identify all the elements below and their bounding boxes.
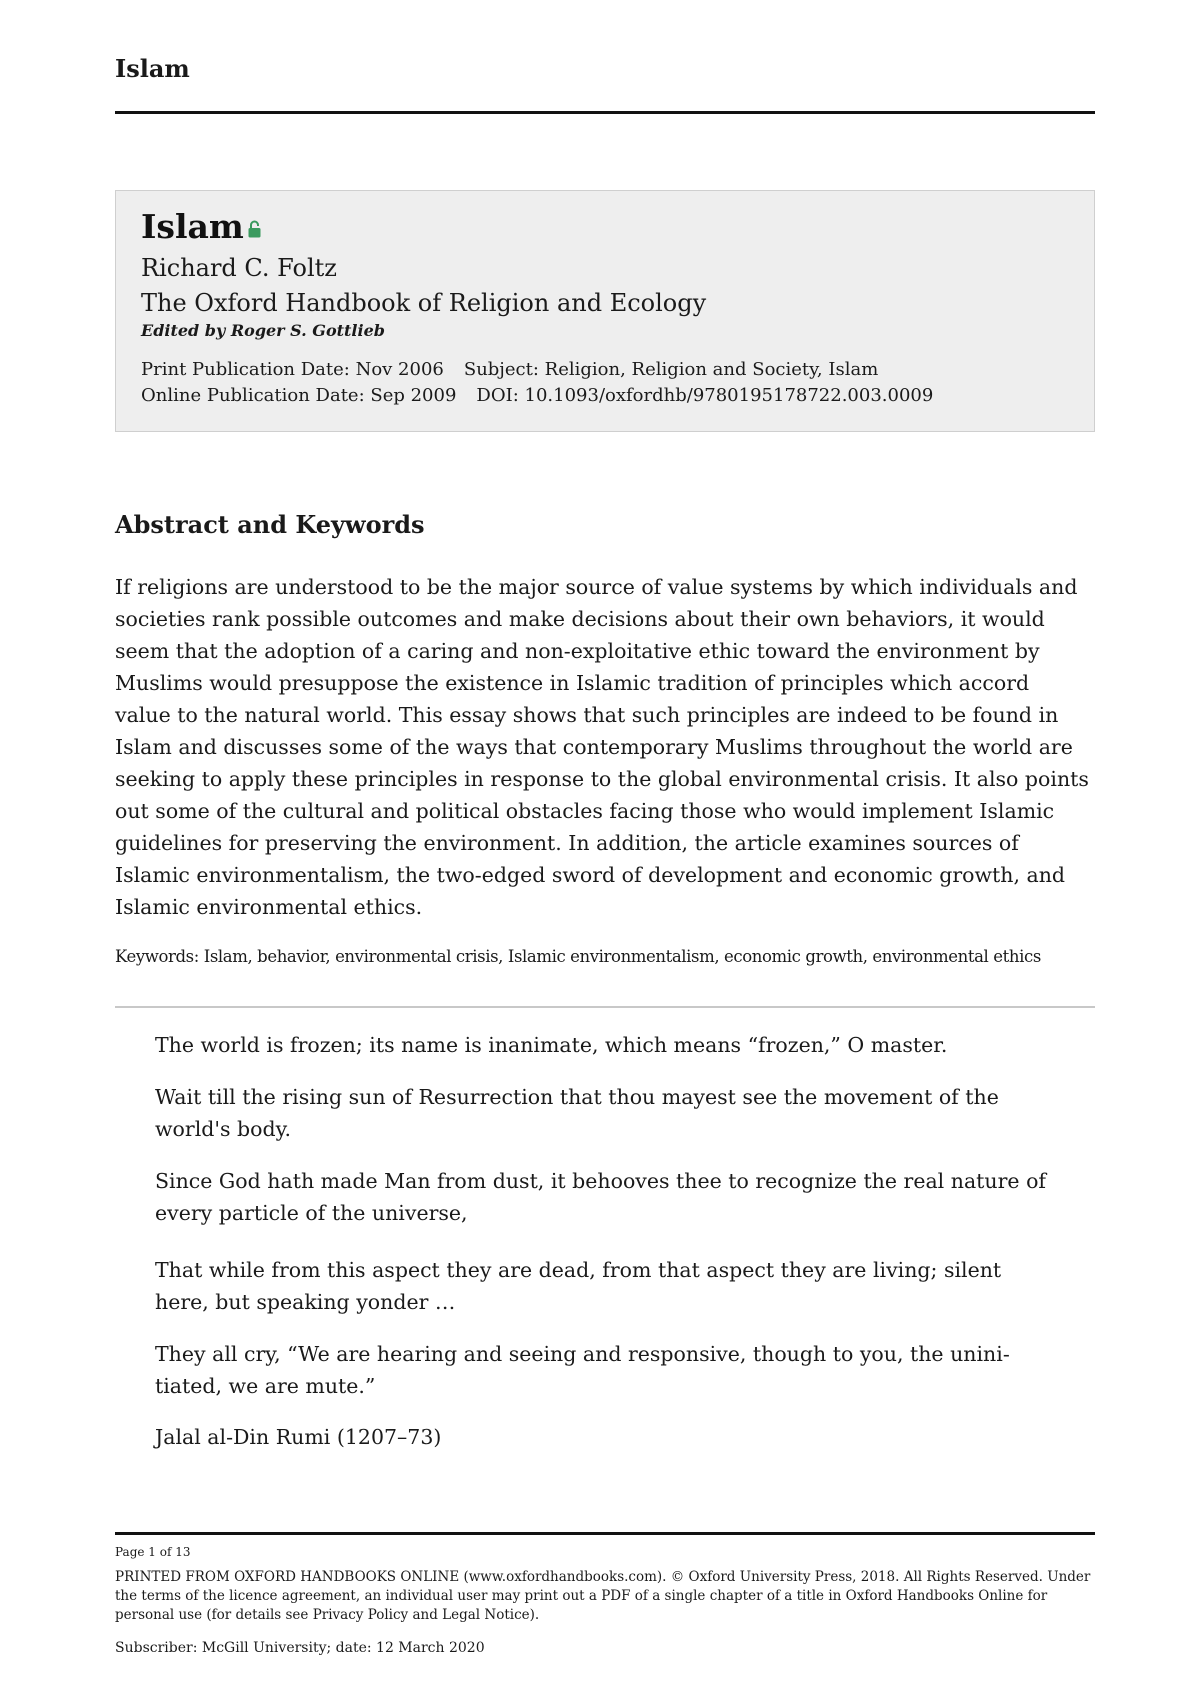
abstract-heading: Abstract and Keywords [115, 510, 425, 539]
open-access-lock-icon [248, 220, 261, 238]
online-publication-line [141, 385, 933, 406]
page-number: Page 1 of 13 [115, 1545, 191, 1559]
print-publication-line [141, 359, 878, 380]
epigraph-line: Since God hath made Man from dust, it behooves thee to recognize the real nature of every particle of the universe, [155, 1169, 1046, 1225]
epigraph-line: They all cry, “We are hearing and seeing and responsive, though to you, the uninitiated, we are mute.” [155, 1342, 1010, 1398]
epigraph-attribution: Jalal al-Din Rumi (1207–73) [155, 1425, 442, 1449]
book-editor: Edited by Roger S. Gottlieb [141, 321, 385, 340]
doi-label: DOI: [476, 385, 519, 406]
subject-label: Subject: [463, 359, 539, 380]
online-pub-label: Online Publication Date: [141, 385, 365, 406]
footer-rule [115, 1532, 1095, 1535]
abstract-paragraph: If religions are understood to be the major source of value systems by which individuals and societies rank possible outcomes and make decisions about their own behaviors, it would seem that the adoption of a caring and non-exploitative ethic toward the environment by Muslims would presuppose the existence in Islamic tradition of principles which accord value to the natural world. This essay shows that such principles are indeed to be found in Islam and discusses some of the ways that contemporary Muslims throughout the world are seeking to apply these principles in response to the global environmental crisis. It also points out some of the cultural and political obstacles facing those who would implement Islamic guidelines for preserving the environment. In addition, the article examines sources of Islamic environmentalism, the two-edged sword of development and economic growth, and Islamic environmental ethics. [115, 575, 1089, 919]
running-head: Islam [115, 54, 190, 83]
epigraph-line: Wait till the rising sun of Resurrection that thou mayest see the movement of the world's body. [155, 1085, 999, 1141]
online-pub-date: Sep 2009 [370, 385, 457, 406]
header-rule [115, 111, 1095, 114]
subscriber-line: Subscriber: McGill University; date: 12 March 2020 [115, 1640, 485, 1656]
keywords-line: Keywords: Islam, behavior, environmental crisis, Islamic environmentalism, economic growth, environmental ethics [115, 947, 1041, 966]
chapter-author: Richard C. Foltz [141, 254, 337, 282]
doi-value[interactable]: 10.1093/oxfordhb/9780195178722.003.0009 [524, 385, 934, 406]
abstract-divider [115, 1006, 1095, 1008]
chapter-title: Islam [141, 207, 244, 246]
chapter-metadata-box [115, 190, 1095, 432]
print-pub-date: Nov 2006 [355, 359, 444, 380]
copyright-notice: PRINTED FROM OXFORD HANDBOOKS ONLINE (www.oxfordhandbooks.com). © Oxford University Press, 2018. All Rights Reserved. Under the terms of the licence agreement, an individual user may print out a PDF of a single chapter of a title in Oxford Handbooks Online for personal use (for details see Privacy Policy and Legal Notice). [115, 1569, 1091, 1623]
book-title: The Oxford Handbook of Religion and Ecology [141, 289, 707, 317]
print-pub-label: Print Publication Date: [141, 359, 350, 380]
subject-value[interactable]: Religion, Religion and Society, Islam [544, 359, 879, 380]
epigraph-line: The world is frozen; its name is inanimate, which means “frozen,” O master. [155, 1033, 948, 1057]
epigraph-line: That while from this aspect they are dead, from that aspect they are living; silent here, but speaking yonder … [155, 1258, 1002, 1314]
